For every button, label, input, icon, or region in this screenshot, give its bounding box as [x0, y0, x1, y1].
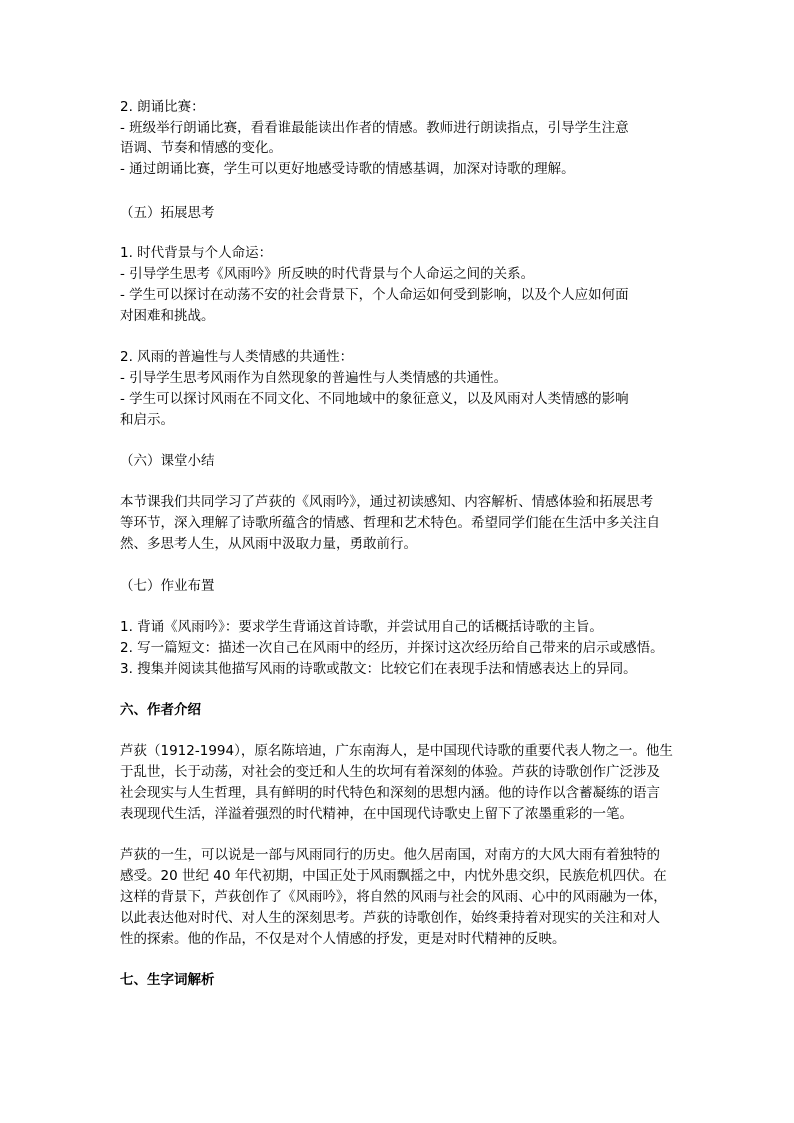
section7-heading: （七）作业布置: [120, 578, 215, 594]
author-p2-line-3: 这样的背景下，芦荻创作了《风雨吟》，将自然的风雨与社会的风雨、心中的风雨融为一体，: [120, 889, 667, 905]
section5-heading: （五）拓展思考: [120, 205, 215, 221]
section5-item1-bullet2-cont: 对困难和挑战。: [120, 308, 215, 324]
homework-item-1: 1. 背诵《风雨吟》：要求学生背诵这首诗歌，并尝试用自己的话概括诗歌的主旨。: [120, 619, 603, 635]
homework-item-3: 3. 搜集并阅读其他描写风雨的诗歌或散文：比较它们在表现手法和情感表达上的异同。: [120, 661, 637, 677]
competition-title: 2. 朗诵比赛：: [120, 99, 205, 115]
summary-line-2: 等环节，深入理解了诗歌所蕴含的情感、哲理和艺术特色。希望同学们能在生活中多关注自: [120, 515, 660, 531]
author-p2-line-4: 以此表达他对时代、对人生的深刻思考。芦荻的诗歌创作，始终秉持着对现实的关注和对人: [120, 910, 660, 926]
author-p1-line-1: 芦荻（1912-1994），原名陈培迪，广东南海人，是中国现代诗歌的重要代表人物之一。他生: [120, 743, 673, 759]
summary-line-3: 然、多思考人生，从风雨中汲取力量，勇敢前行。: [120, 536, 417, 552]
section5-item2-bullet2: - 学生可以探讨风雨在不同文化、不同地域中的象征意义，以及风雨对人类情感的影响: [120, 391, 629, 407]
author-p2-line-1: 芦荻的一生，可以说是一部与风雨同行的历史。他久居南国，对南方的大风大雨有着独特的: [120, 847, 660, 863]
section5-item1-bullet1: - 引导学生思考《风雨吟》所反映的时代背景与个人命运之间的关系。: [120, 266, 535, 282]
author-p2-line-2: 感受。20 世纪 40 年代初期，中国正处于风雨飘摇之中，内忧外患交织，民族危机四伏。在: [120, 868, 667, 884]
vocab-heading: 七、生字词解析: [120, 972, 215, 988]
section5-item2-bullet2-cont: 和启示。: [120, 412, 174, 428]
summary-line-1: 本节课我们共同学习了芦荻的《风雨吟》，通过初读感知、内容解析、情感体验和拓展思考: [120, 494, 654, 510]
author-p1-line-3: 社会现实与人生哲理，具有鲜明的时代特色和深刻的思想内涵。他的诗作以含蓄凝练的语言: [120, 785, 660, 801]
author-p1-line-4: 表现现代生活，洋溢着强烈的时代精神，在中国现代诗歌史上留下了浓墨重彩的一笔。: [120, 806, 633, 822]
author-p1-line-2: 于乱世，长于动荡，对社会的变迁和人生的坎坷有着深刻的体验。芦荻的诗歌创作广泛涉及: [120, 764, 660, 780]
competition-bullet-1: - 班级举行朗诵比赛，看看谁最能读出作者的情感。教师进行朗读指点，引导学生注意: [120, 120, 629, 136]
author-p2-line-5: 性的探索。他的作品，不仅是对个人情感的抒发，更是对时代精神的反映。: [120, 931, 566, 947]
section6-heading: （六）课堂小结: [120, 453, 215, 469]
section5-item2-bullet1: - 引导学生思考风雨作为自然现象的普遍性与人类情感的共通性。: [120, 370, 508, 386]
competition-bullet-1-cont: 语调、节奏和情感的变化。: [120, 140, 282, 156]
section5-item2-title: 2. 风雨的普遍性与人类情感的共通性：: [120, 349, 354, 365]
homework-item-2: 2. 写一篇短文：描述一次自己在风雨中的经历，并探讨这次经历给自己带来的启示或感悟。: [120, 640, 664, 656]
section5-item1-title: 1. 时代背景与个人命运：: [120, 245, 273, 261]
section5-item1-bullet2: - 学生可以探讨在动荡不安的社会背景下，个人命运如何受到影响，以及个人应如何面: [120, 287, 629, 303]
competition-bullet-2: - 通过朗诵比赛，学生可以更好地感受诗歌的情感基调，加深对诗歌的理解。: [120, 161, 575, 177]
author-heading: 六、作者介绍: [120, 702, 201, 718]
